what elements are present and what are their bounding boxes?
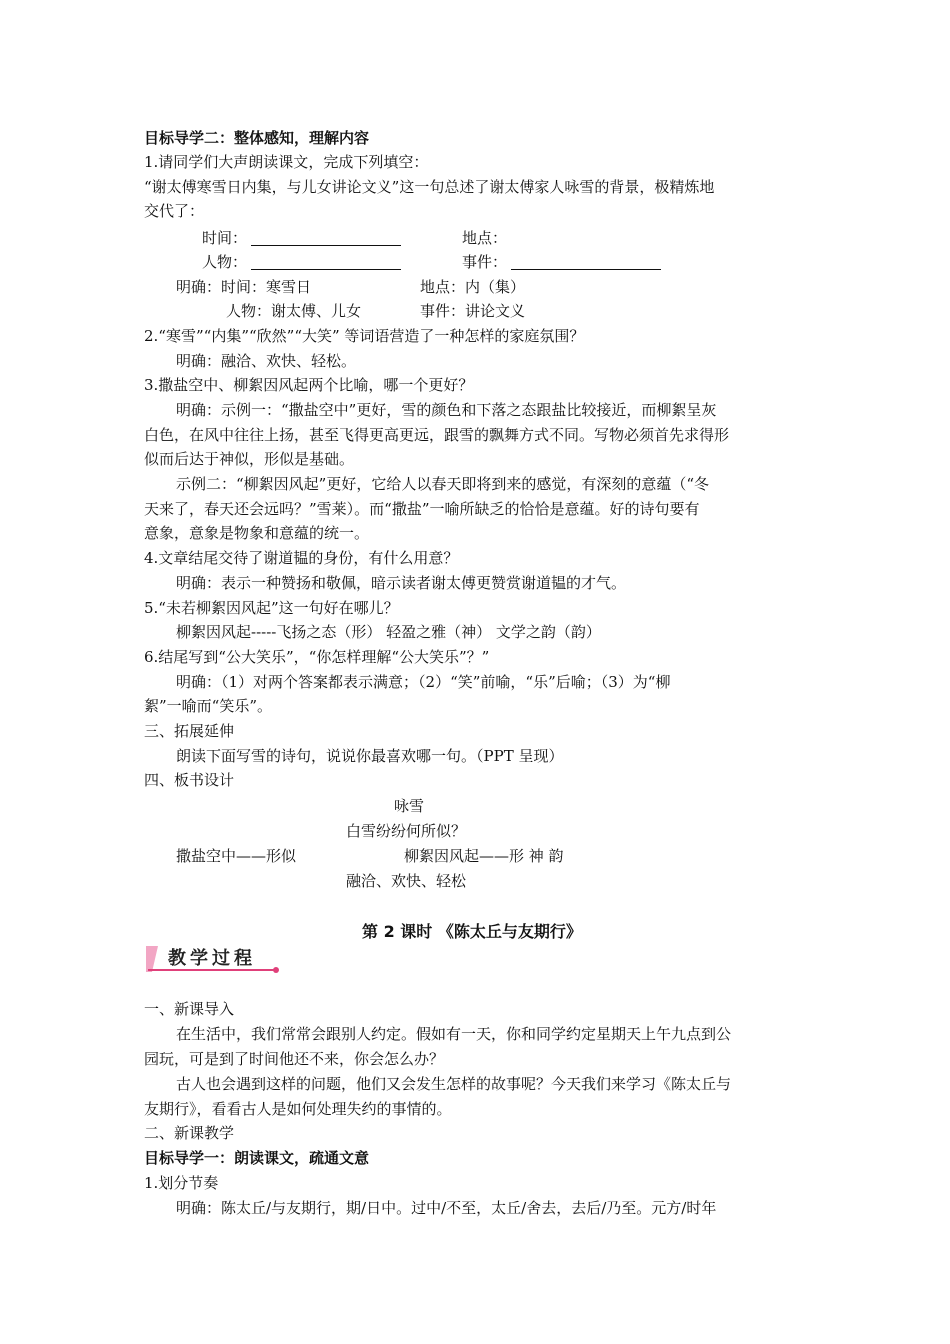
badge-dot	[273, 967, 279, 973]
answer-4: 明确：表示一种赞扬和敬佩，暗示读者谢太傅更赞赏谢道韫的才气。	[176, 574, 627, 592]
paragraph-line: 园玩，可是到了时间他还不来，你会怎么办？	[144, 1050, 445, 1068]
blank-line	[251, 229, 401, 246]
badge-accent-shape	[146, 946, 158, 972]
blank-line	[511, 253, 661, 270]
answer-6-line: 明确：（1）对两个答案都表示满意；（2）“笑”前喻，“乐”后喻；（3）为“柳	[176, 673, 671, 691]
section-3-body: 朗读下面写雪的诗句，说说你最喜欢哪一句。（PPT 呈现）	[176, 747, 564, 765]
answer-6-line: 絮”一喻而“笑乐”。	[144, 697, 273, 715]
badge-text: 教学过程	[168, 948, 256, 969]
section-4-heading: 四、板书设计	[144, 771, 235, 789]
answer-person: 人物：谢太傅、儿女	[226, 302, 362, 320]
lesson-2-goal-1: 目标导学一：朗读课文，疏通文意	[144, 1149, 370, 1167]
fill-time	[202, 226, 401, 250]
lesson-2-title: 第 2 课时 《陈太丘与友期行》	[362, 922, 582, 941]
paragraph-line: 在生活中，我们常常会跟别人约定。假如有一天，你和同学约定星期天上午九点到公	[176, 1025, 732, 1043]
lesson-2-section-1: 一、新课导入	[144, 1000, 235, 1018]
fill-place	[462, 226, 507, 250]
board-title: 咏雪	[394, 797, 425, 815]
question-5: 5.“未若柳絮因风起”这一句好在哪儿？	[144, 599, 399, 617]
fill-label: 事件：	[462, 253, 508, 271]
paragraph-line: 交代了：	[144, 202, 205, 220]
board-right: 柳絮因风起——形 神 韵	[404, 847, 564, 865]
question-3: 3.撒盐空中、柳絮因风起两个比喻，哪一个更好？	[144, 376, 474, 394]
answer-2: 明确：融洽、欢快、轻松。	[176, 352, 357, 370]
blank-line	[251, 253, 401, 270]
section-heading: 目标导学二：整体感知，理解内容	[144, 129, 370, 147]
question-4: 4.文章结尾交待了谢道韫的身份，有什么用意？	[144, 549, 459, 567]
fill-person	[202, 250, 401, 274]
answer-3-line: 明确：示例一：“撒盐空中”更好，雪的颜色和下落之态跟盐比较接近，而柳絮呈灰	[176, 401, 717, 419]
board-left: 撒盐空中——形似	[176, 847, 297, 865]
fill-label: 人物：	[202, 253, 248, 271]
board-bottom: 融洽、欢快、轻松	[346, 872, 467, 890]
answer-3-line: 意象，意象是物象和意蕴的统一。	[144, 524, 370, 542]
answer-3-line: 天来了，春天还会远吗？”雪莱）。而“撒盐”一喻所缺乏的恰恰是意蕴。好的诗句要有	[144, 500, 700, 518]
answer-3-line: 似而后达于神似，形似是基础。	[144, 450, 355, 468]
paragraph-line: 古人也会遇到这样的问题，他们又会发生怎样的故事呢？今天我们来学习《陈太丘与	[176, 1075, 732, 1093]
fill-event	[462, 250, 661, 274]
paragraph-line: 友期行》，看看古人是如何处理失约的事情的。	[144, 1100, 452, 1118]
answer-5: 柳絮因风起-----飞扬之态（形） 轻盈之雅（神） 文学之韵（韵）	[176, 623, 601, 641]
answer-3-line: 示例二：“柳絮因风起”更好，它给人以春天即将到来的感觉，有深刻的意蕴（“冬	[176, 475, 710, 493]
lesson-2-item-1-answer: 明确：陈太丘/与友期行，期/日中。过中/不至，太丘/舍去，去后/乃至。元方/时年	[176, 1199, 717, 1217]
fill-label: 地点：	[462, 229, 508, 247]
lesson-2-section-2: 二、新课教学	[144, 1124, 235, 1142]
fill-label: 时间：	[202, 229, 248, 247]
answer-time: 明确：时间：寒雪日	[176, 278, 312, 296]
question-1: 1.请同学们大声朗读课文，完成下列填空：	[144, 153, 429, 171]
question-2: 2.“寒雪”“内集”“欣然”“大笑” 等词语营造了一种怎样的家庭氛围？	[144, 327, 585, 345]
board-question: 白雪纷纷何所似？	[346, 822, 467, 840]
lesson-2-item-1: 1.划分节奏	[144, 1174, 219, 1192]
paragraph-line: “谢太傅寒雪日内集，与儿女讲论文义”这一句总述了谢太傅家人咏雪的背景，极精炼地	[144, 178, 715, 196]
section-3-heading: 三、拓展延伸	[144, 722, 235, 740]
question-6: 6.结尾写到“公大笑乐”，“你怎样理解“公大笑乐”？”	[144, 648, 490, 666]
answer-event: 事件：讲论文义	[420, 302, 526, 320]
answer-place: 地点：内（集）	[420, 278, 526, 296]
answer-3-line: 白色，在风中往往上扬，甚至飞得更高更远，跟雪的飘舞方式不同。写物必须首先求得形	[144, 426, 730, 444]
